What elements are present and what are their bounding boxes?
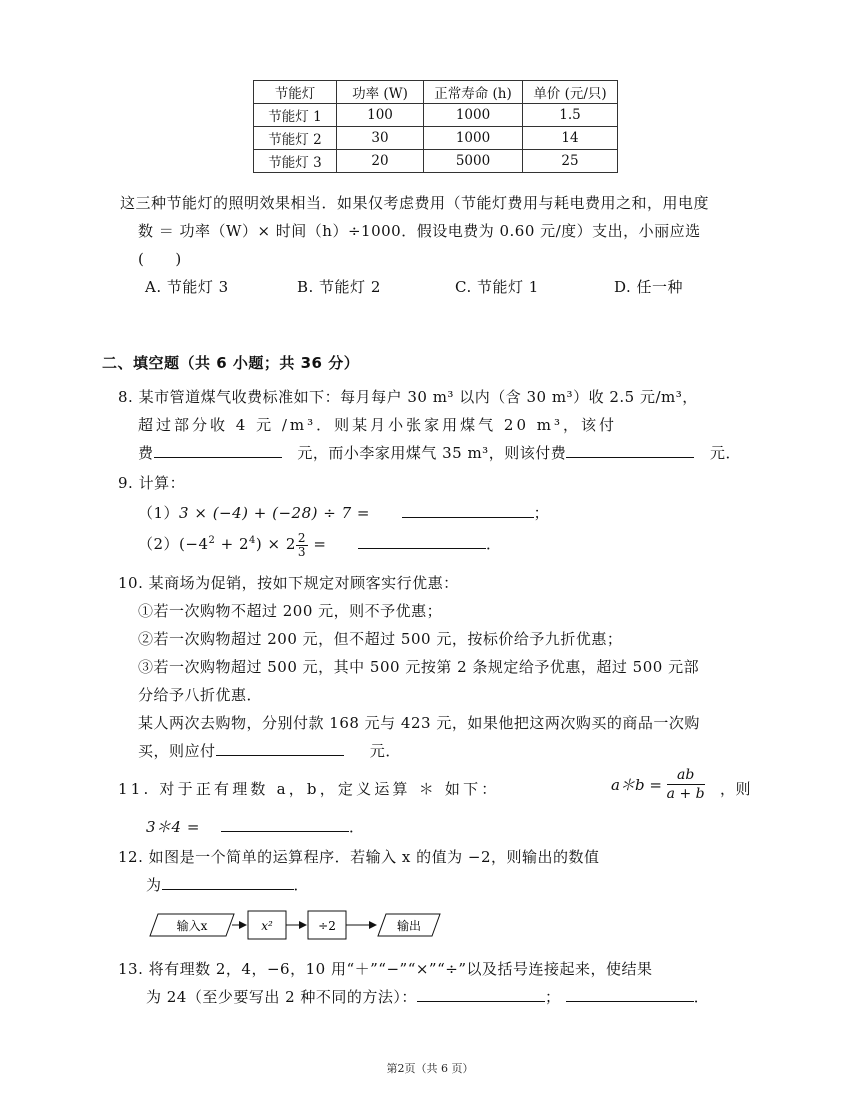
q13-answer-blank-2[interactable]	[566, 987, 694, 1002]
flow-input-label: 输入x	[176, 919, 208, 933]
q8-answer-blank-2[interactable]	[566, 443, 694, 458]
table-cell: 节能灯 1	[254, 104, 337, 127]
flow-output-label: 输出	[396, 919, 422, 933]
q10-rule-1: ①若一次购物不超过 200 元，则不予优惠；	[138, 602, 443, 620]
q9-answer-blank-1[interactable]	[402, 503, 534, 518]
q9-answer-blank-2[interactable]	[358, 534, 486, 549]
flow-square-label: x²	[261, 919, 273, 933]
table-row	[254, 127, 618, 150]
q9-part1-label: （1）	[138, 504, 180, 522]
q10-question-line2	[138, 741, 401, 761]
table-cell: 20	[337, 150, 424, 173]
q10-stem: 10. 某商场为促销，按如下规定对顾客实行优惠：	[118, 574, 459, 592]
q11-line1: 11. 对于正有理数 a，b，定义运算 ＊ 如下：	[118, 780, 500, 798]
table-header-cell: 正常寿命 (h)	[424, 81, 523, 104]
q9-part2-expr-a: (−4	[179, 535, 209, 553]
q12-answer-blank[interactable]	[162, 875, 294, 890]
q9-part2	[138, 529, 502, 559]
q7-text-line2: 数 ＝ 功率（W）× 时间（h）÷1000．假设电费为 0.60 元/度）支出，小丽应选	[138, 222, 701, 240]
q9-part1-end: ；	[533, 504, 550, 522]
lamp-spec-table	[253, 80, 618, 173]
table-cell: 1000	[424, 104, 523, 127]
q13-separator: ；	[544, 988, 561, 1006]
q13-line1: 13. 将有理数 2，4，−6，10 用“＋”“−”“×”“÷”以及括号连接起来，使结果	[118, 960, 653, 978]
q8-answer-blank-1[interactable]	[154, 443, 282, 458]
table-cell: 节能灯 3	[254, 150, 337, 173]
table-cell: 14	[523, 127, 618, 150]
q11-definition	[611, 766, 705, 803]
q9-part2-sup2: 4	[249, 535, 256, 546]
page-footer: 第2页（共 6 页）	[386, 1062, 474, 1075]
flow-divide-label: ÷2	[318, 919, 336, 933]
q11-then: ，则	[720, 780, 752, 798]
q13-line2	[146, 987, 709, 1007]
table-cell: 100	[337, 104, 424, 127]
q11-end: ．	[349, 818, 365, 836]
q10-question-line1: 某人两次去购物，分别付款 168 元与 423 元，如果他把这两次购买的商品一次购	[138, 714, 700, 732]
q8-line3-mid: 元，而小李家用煤气 35 m³，则该付费	[297, 444, 567, 462]
option-c[interactable]: C. 节能灯 1	[455, 278, 539, 296]
q8-line3-end: 元．	[710, 444, 742, 462]
q9-part2-fraction	[296, 532, 308, 559]
fraction-numerator: ab	[667, 766, 705, 785]
q9-part2-expr-c: ) × 2	[255, 535, 296, 553]
table-cell: 1.5	[523, 104, 618, 127]
q11-line2	[146, 817, 365, 837]
q8-line1: 8. 某市管道煤气收费标准如下：每月每户 30 m³ 以内（含 30 m³）收 2.5 元/m³，	[118, 388, 698, 406]
q10-answer-blank[interactable]	[216, 741, 344, 756]
q9-part1-expr: 3 × (−4) + (−28) ÷ 7 =	[179, 504, 370, 522]
option-a[interactable]: A. 节能灯 3	[145, 278, 229, 296]
table-header-cell: 节能灯	[254, 81, 337, 104]
q8-line3-start: 费	[138, 444, 154, 462]
table-header-cell: 功率 (W)	[337, 81, 424, 104]
fraction-denominator: a + b	[666, 786, 705, 802]
table-header-row	[254, 81, 618, 104]
table-header-cell: 单价 (元/只)	[523, 81, 618, 104]
q9-part1	[138, 503, 549, 523]
flowchart-diagram	[148, 906, 448, 942]
q13-answer-blank-1[interactable]	[417, 987, 545, 1002]
q9-part2-end: ．	[486, 535, 502, 553]
q10-question-start: 买，则应付	[138, 742, 216, 760]
option-b[interactable]: B. 节能灯 2	[297, 278, 381, 296]
option-d[interactable]: D. 任一种	[614, 278, 684, 296]
q13-end: ．	[693, 988, 710, 1006]
fraction-denominator: 3	[297, 544, 307, 559]
q12-line2-end: ．	[293, 876, 310, 894]
q8-line3	[138, 443, 741, 463]
table-cell: 节能灯 2	[254, 127, 337, 150]
table-cell: 1000	[424, 127, 523, 150]
q7-text-line3: ( )	[138, 250, 182, 268]
q12-line1: 12. 如图是一个简单的运算程序．若输入 x 的值为 −2，则输出的数值	[118, 848, 600, 866]
q11-answer-blank[interactable]	[221, 817, 349, 832]
q9-part2-eq: =	[308, 535, 327, 553]
q8-line2: 超过部分收 4 元 /m³．则某月小张家用煤气 20 m³，该付	[138, 416, 618, 434]
table-row	[254, 150, 618, 173]
q9-part2-sup1: 2	[208, 535, 216, 546]
table-cell: 25	[523, 150, 618, 173]
q7-text-line1: 这三种节能灯的照明效果相当．如果仅考虑费用（节能灯费用与耗电费用之和，用电度	[120, 194, 710, 212]
q9-part2-label: （2）	[138, 535, 180, 553]
table-cell: 5000	[424, 150, 523, 173]
section-title: 二、填空题（共 6 小题；共 36 分）	[102, 354, 360, 372]
q11-def-lhs: a＊b =	[611, 776, 662, 794]
q12-line2-start: 为	[146, 876, 162, 894]
q9-stem: 9. 计算：	[118, 474, 186, 492]
q12-line2	[146, 875, 309, 895]
q13-line2-start: 为 24（至少要写出 2 种不同的方法）：	[146, 988, 417, 1006]
table-row	[254, 104, 618, 127]
table-cell: 30	[337, 127, 424, 150]
q11-fraction	[667, 766, 705, 803]
q10-rule-2: ②若一次购物超过 200 元，但不超过 500 元，按标价给予九折优惠；	[138, 630, 623, 648]
fraction-numerator: 2	[297, 530, 307, 545]
q10-rule-3b: 分给予八折优惠．	[138, 686, 263, 704]
q11-expr: 3＊4 =	[146, 818, 200, 836]
q10-question-end: 元．	[369, 742, 401, 760]
q9-part2-expr-b: + 2	[215, 535, 250, 553]
q10-rule-3a: ③若一次购物超过 500 元，其中 500 元按第 2 条规定给予优惠，超过 500 元部	[138, 658, 700, 676]
